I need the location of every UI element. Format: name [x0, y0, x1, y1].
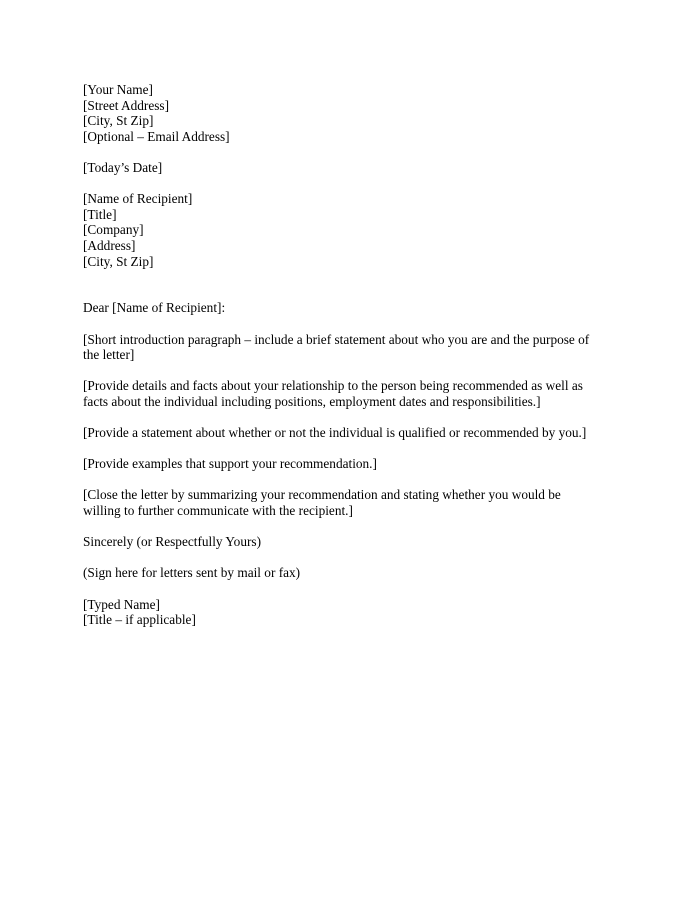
examples-line: [Provide examples that support your recommendation.] [83, 456, 377, 472]
details-line-1: [Provide details and facts about your relationship to the person being recommended as well as [83, 378, 583, 394]
examples-paragraph [83, 456, 613, 472]
recipient-title: [Title] [83, 206, 117, 222]
signature-note: (Sign here for letters sent by mail or fax) [83, 565, 301, 581]
recipient-block [83, 191, 613, 269]
recipient-city: [City, St Zip] [83, 253, 154, 269]
letter-date: [Today’s Date] [83, 159, 163, 175]
recipient-name: [Name of Recipient] [83, 191, 193, 207]
close-paragraph [83, 487, 613, 518]
statement-line: [Provide a statement about whether or not the individual is qualified or recommended by you.] [83, 425, 587, 441]
salutation: Dear [Name of Recipient]: [83, 300, 226, 316]
letter-body [83, 82, 613, 628]
sender-email: [Optional – Email Address] [83, 128, 230, 144]
intro-paragraph [83, 332, 613, 363]
statement-paragraph [83, 425, 613, 441]
sender-city: [City, St Zip] [83, 113, 154, 129]
closing-block [83, 534, 613, 550]
sender-name: [Your Name] [83, 82, 153, 97]
intro-line-2: the letter] [83, 347, 135, 363]
salutation-block [83, 300, 613, 316]
close-line-2: willing to further communicate with the recipient.] [83, 503, 353, 519]
details-line-2: facts about the individual including positions, employment dates and responsibilities.] [83, 393, 541, 409]
close-line-1: [Close the letter by summarizing your recommendation and stating whether you would be [83, 487, 561, 503]
signer-typed-name: [Typed Name] [83, 596, 160, 612]
details-paragraph [83, 378, 613, 409]
signature-block [83, 565, 613, 581]
intro-line-1: [Short introduction paragraph – include a brief statement about who you are and the purpose of [83, 331, 590, 347]
recipient-company: [Company] [83, 222, 144, 238]
recipient-address: [Address] [83, 237, 136, 253]
signer-title: [Title – if applicable] [83, 612, 196, 628]
signer-block [83, 597, 613, 628]
sender-street: [Street Address] [83, 97, 170, 113]
sender-block [83, 82, 613, 144]
date-block [83, 160, 613, 176]
closing: Sincerely (or Respectfully Yours) [83, 534, 262, 550]
